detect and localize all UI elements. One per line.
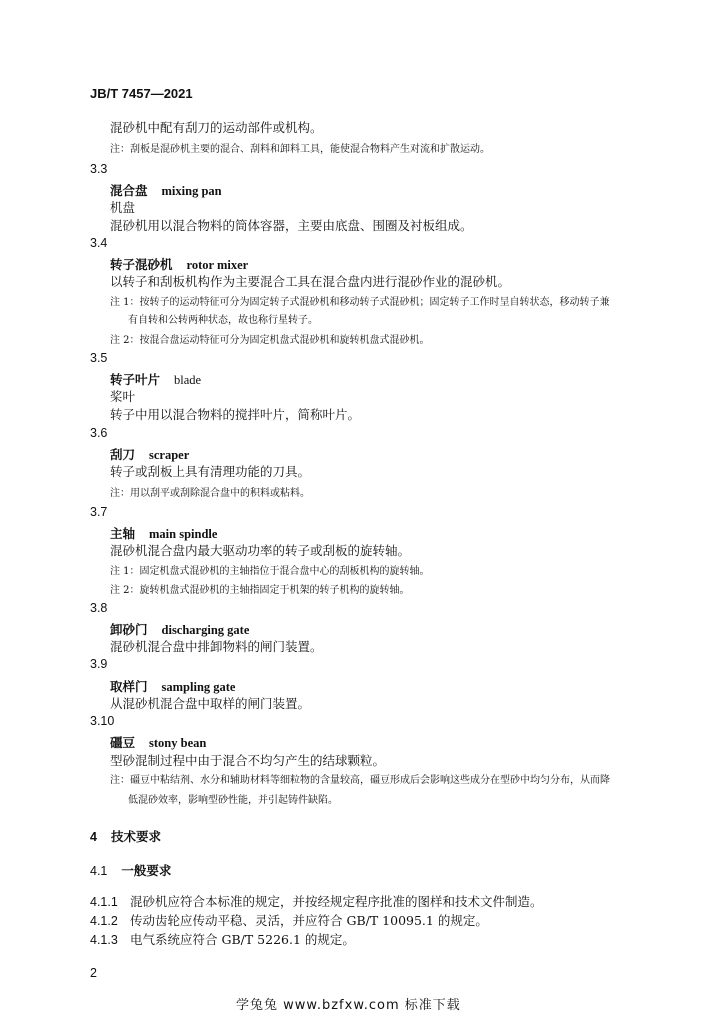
section-heading bbox=[90, 826, 161, 845]
term-number: 3.10 bbox=[90, 714, 115, 728]
term-number: 3.7 bbox=[90, 505, 108, 519]
term-definition: 转子中用以混合物料的搅拌叶片，简称叶片。 bbox=[110, 407, 361, 422]
term-heading bbox=[110, 676, 235, 695]
term-english: main spindle bbox=[149, 527, 218, 541]
definition-continued: 混砂机中配有刮刀的运动部件或机构。 bbox=[110, 120, 323, 135]
term-definition: 型砂混制过程中由于混合不均匀产生的结球颗粒。 bbox=[110, 753, 386, 768]
note: 注：刮板是混砂机主要的混合、刮料和卸料工具，能使混合物料产生对流和扩散运动。 bbox=[110, 144, 490, 155]
term-number: 3.3 bbox=[90, 162, 108, 176]
term-definition: 从混砂机混合盘中取样的闸门装置。 bbox=[110, 696, 311, 711]
section-title: 技术要求 bbox=[110, 829, 161, 844]
note: 注：用以刮平或刮除混合盘中的积料或粘料。 bbox=[110, 488, 310, 499]
term-english: stony bean bbox=[149, 736, 207, 750]
term-english: mixing pan bbox=[161, 184, 222, 198]
term-definition: 混砂机混合盘内最大驱动功率的转子或刮板的旋转轴。 bbox=[110, 543, 411, 558]
term-heading bbox=[110, 732, 206, 751]
term-chinese: 混合盘 bbox=[110, 183, 148, 198]
clause bbox=[90, 911, 488, 929]
term-heading bbox=[110, 254, 248, 273]
term-number: 3.4 bbox=[90, 236, 108, 250]
term-chinese: 卸砂门 bbox=[110, 622, 148, 637]
clause-text: 电气系统应符合 GB/T 5226.1 的规定。 bbox=[130, 932, 355, 947]
term-chinese: 转子叶片 bbox=[110, 372, 161, 387]
term-chinese: 刮刀 bbox=[110, 447, 136, 462]
term-chinese: 主轴 bbox=[110, 526, 136, 541]
term-number: 3.5 bbox=[90, 351, 108, 365]
term-heading bbox=[110, 444, 189, 463]
page-number: 2 bbox=[90, 966, 97, 980]
note: 注：礓豆中粘结剂、水分和辅助材料等细粒物的含量较高，礓豆形成后会影响这些成分在型砂中均匀分布，从而降 bbox=[110, 775, 610, 786]
subsection-title: 一般要求 bbox=[121, 863, 172, 878]
term-heading bbox=[110, 619, 249, 638]
term-definition: 转子或刮板上具有清理功能的刀具。 bbox=[110, 464, 311, 479]
term-alternative: 桨叶 bbox=[110, 389, 136, 404]
note: 注 2：旋转机盘式混砂机的主轴指固定于机架的转子机构的旋转轴。 bbox=[110, 585, 410, 596]
clause-number: 4.1.2 bbox=[90, 914, 118, 928]
term-number: 3.8 bbox=[90, 601, 108, 615]
clause bbox=[90, 930, 355, 948]
term-english: rotor mixer bbox=[186, 258, 249, 272]
term-english: blade bbox=[174, 373, 202, 387]
note-continued: 有自转和公转两种状态，故也称行星转子。 bbox=[128, 315, 318, 326]
note: 注 1：固定机盘式混砂机的主轴指位于混合盘中心的刮板机构的旋转轴。 bbox=[110, 566, 430, 577]
term-english: scraper bbox=[149, 448, 190, 462]
term-alternative: 机盘 bbox=[110, 200, 136, 215]
term-number: 3.9 bbox=[90, 657, 108, 671]
term-english: discharging gate bbox=[161, 623, 250, 637]
clause-number: 4.1.3 bbox=[90, 933, 118, 947]
note: 注 2：按混合盘运动特征可分为固定机盘式混砂机和旋转机盘式混砂机。 bbox=[110, 335, 430, 346]
clause-text: 传动齿轮应传动平稳、灵活，并应符合 GB/T 10095.1 的规定。 bbox=[130, 913, 488, 928]
subsection-number: 4.1 bbox=[90, 864, 108, 878]
standard-code: JB/T 7457—2021 bbox=[90, 86, 193, 101]
term-heading bbox=[110, 180, 222, 199]
footer-watermark: 学兔兔 www.bzfxw.com 标准下载 bbox=[236, 998, 461, 1013]
term-heading bbox=[110, 369, 201, 388]
clause-text: 混砂机应符合本标准的规定，并按经规定程序批准的图样和技术文件制造。 bbox=[130, 894, 543, 909]
note: 注 1：按转子的运动特征可分为固定转子式混砂机和移动转子式混砂机；固定转子工作时呈自转状态，移动转子兼 bbox=[110, 297, 610, 308]
note-continued: 低混砂效率，影响型砂性能，并引起铸件缺陷。 bbox=[128, 795, 338, 806]
term-chinese: 礓豆 bbox=[110, 735, 136, 750]
clause-number: 4.1.1 bbox=[90, 895, 118, 909]
term-heading bbox=[110, 523, 217, 542]
section-number: 4 bbox=[90, 830, 97, 844]
term-chinese: 取样门 bbox=[110, 679, 148, 694]
term-definition: 以转子和刮板机构作为主要混合工具在混合盘内进行混砂作业的混砂机。 bbox=[110, 274, 511, 289]
subsection-heading bbox=[90, 860, 171, 879]
term-english: sampling gate bbox=[161, 680, 236, 694]
term-chinese: 转子混砂机 bbox=[110, 257, 173, 272]
term-number: 3.6 bbox=[90, 426, 108, 440]
clause bbox=[90, 892, 543, 910]
term-definition: 混砂机混合盘中排卸物料的闸门装置。 bbox=[110, 639, 323, 654]
term-definition: 混砂机用以混合物料的筒体容器，主要由底盘、围圈及衬板组成。 bbox=[110, 218, 473, 233]
